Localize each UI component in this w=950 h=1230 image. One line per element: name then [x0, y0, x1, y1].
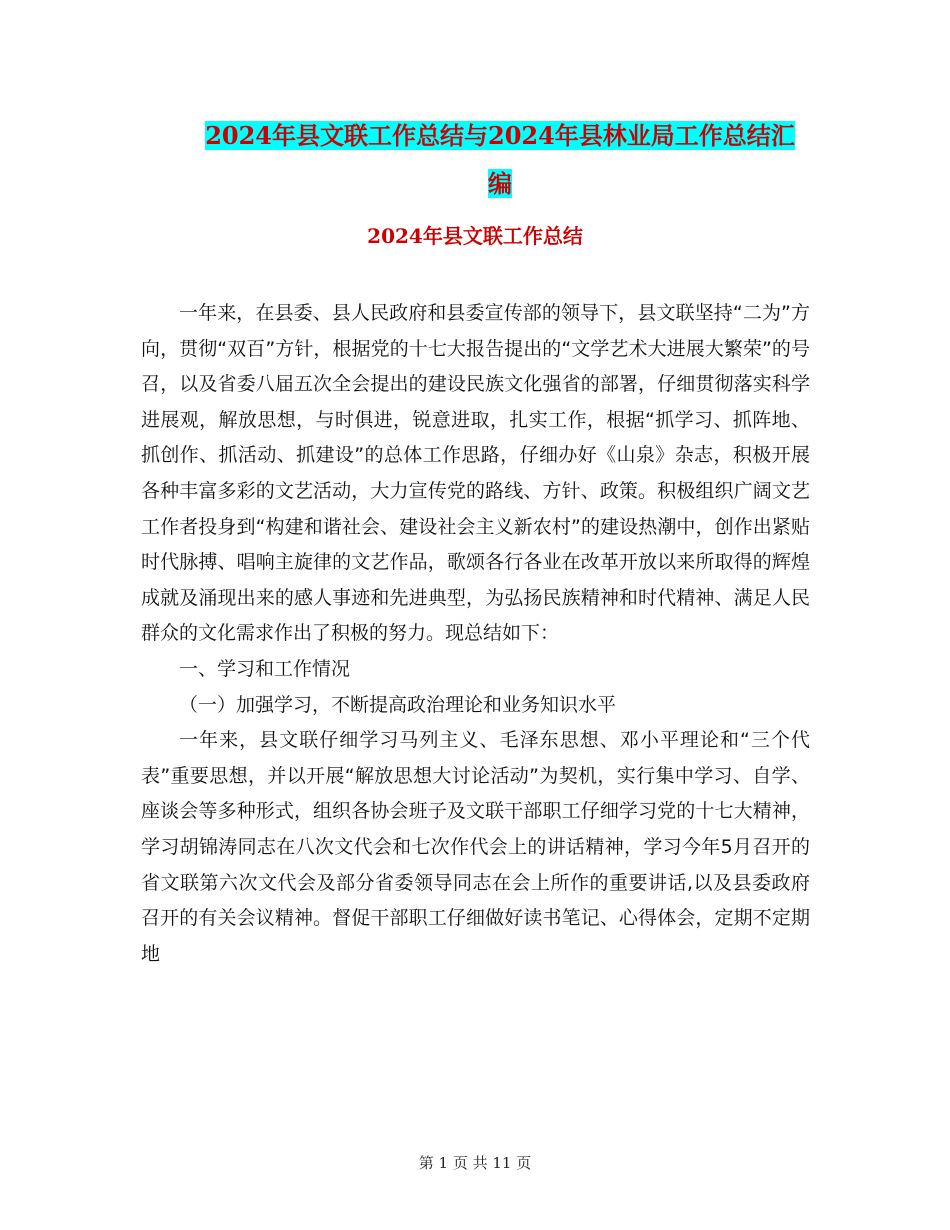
paragraph-study: 一年来，县文联仔细学习马列主义、毛泽东思想、邓小平理论和“三个代表”重要思想，并以开展“解放思想大讨论活动”为契机，实行集中学习、自学、座谈会等多种形式，组织各协会班子及文联干部职工仔细学习党的十七大精神，学习胡锦涛同志在八次文代会和七次作代会上的讲话精神，学习今年5月召开的省文联第六次文代会及部分省委领导同志在会上所作的重要讲话,以及县委政府召开的有关会议精神。督促干部职工仔细做好读书笔记、心得体会，定期不定期地: [141, 729, 810, 965]
document-body: [141, 296, 810, 972]
subheading-strengthen-study: （一）加强学习，不断提高政治理论和业务知识水平: [179, 693, 617, 716]
page-footer: 第 1 页 共 11 页: [418, 1154, 532, 1172]
title-line-2: 编: [488, 169, 512, 198]
title-line-1: 2024年县文联工作总结与2024年县林业局工作总结汇: [205, 121, 795, 150]
heading-study-work: 一、学习和工作情况: [179, 657, 351, 680]
paragraph-intro: 一年来，在县委、县人民政府和县委宣传部的领导下，县文联坚持“二为”方向，贯彻“双百”方针，根据党的十七大报告提出的“文学艺术大进展大繁荣”的号召，以及省委八届五次全会提出的建设民族文化强省的部署，仔细贯彻落实科学进展观，解放思想，与时俱进，锐意进取，扎实工作，根据“抓学习、抓阵地、抓创作、抓活动、抓建设”的总体工作思路，仔细办好《山泉》杂志，积极开展各种丰富多彩的文艺活动，大力宣传党的路线、方针、政策。积极组织广阔文艺工作者投身到“构建和谐社会、建设社会主义新农村”的建设热潮中，创作出紧贴时代脉搏、唱响主旋律的文艺作品，歌颂各行各业在改革开放以来所取得的辉煌成就及涌现出来的感人事迹和先进典型，为弘扬民族精神和时代精神、满足人民群众的文化需求作出了积极的努力。现总结如下：: [141, 302, 810, 645]
document-title: [140, 112, 860, 208]
section-title: 2024年县文联工作总结: [367, 224, 583, 248]
